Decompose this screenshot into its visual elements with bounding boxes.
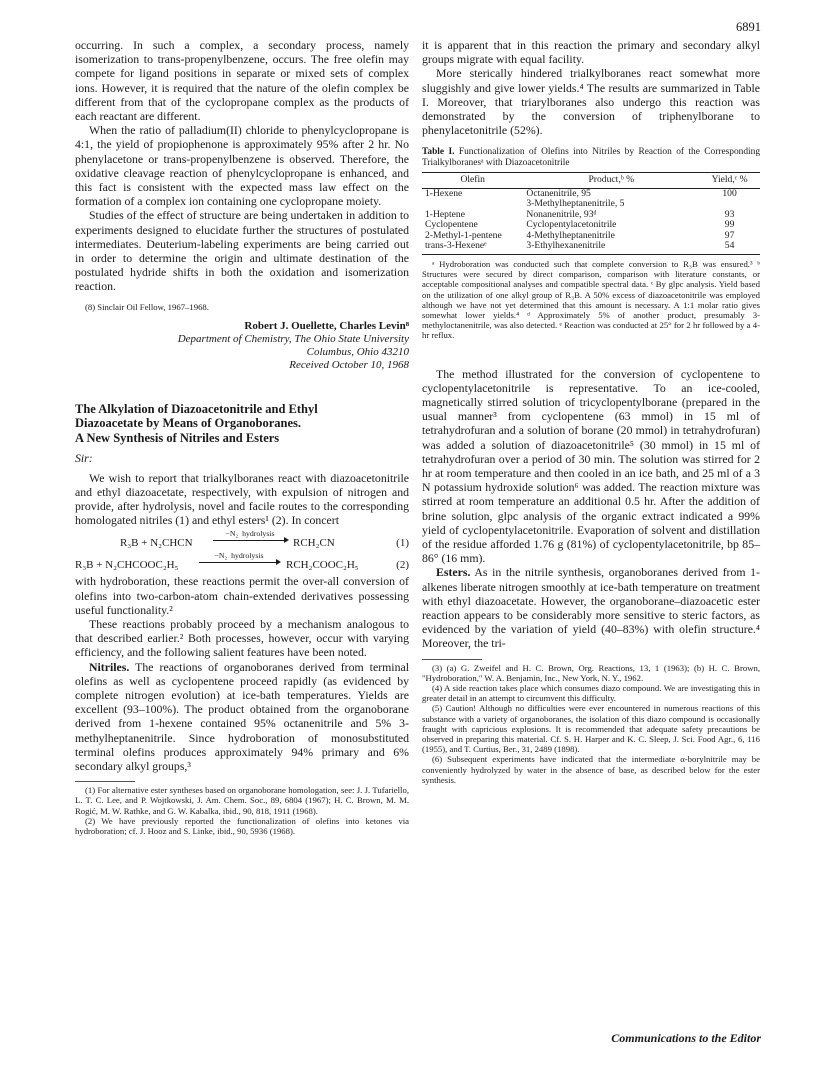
- footnote-4: (4) A side reaction takes place which consumes diazo compound. We are investigating this in greater detail in an attempt to circumvent this difficulty.: [422, 683, 760, 704]
- column-header: Product,ᵇ %: [523, 173, 699, 189]
- title-line-1: The Alkylation of Diazoacetonitrile and Ethyl: [75, 401, 318, 416]
- paragraph: Studies of the effect of structure are being undertaken in addition to experiments designed to elucidate further the structures of postulated intermediates. Deuterium-labeling experiments are being carried out in order to determine the origin and ultimate destination of the postulated hydride shifts in both the oxidation and isomerization reaction.: [75, 208, 409, 294]
- equation-2-product: RCH₂COOC₂H₅: [286, 559, 359, 572]
- section-head-esters: Esters.: [436, 565, 471, 580]
- footnotes: [422, 663, 760, 785]
- arrow-label-n2: −N₂: [225, 529, 239, 539]
- equation-1: [75, 530, 409, 549]
- arrow-label-hydrolysis: hydrolysis: [231, 551, 264, 561]
- footnote-divider: [422, 659, 482, 660]
- table-1: [422, 147, 760, 340]
- department-line-2: Columbus, Ohio 43210: [306, 345, 409, 358]
- footnote-divider: [75, 781, 135, 782]
- footnote-6: (6) Subsequent experiments have indicated that the intermediate α-borylnitrile may be conveniently hydrolyzed by water in the absence of base, as described below for the ester synthesis.: [422, 754, 760, 785]
- table-row: 2-Methyl-1-pentene 4-Methylheptanenitrile 97: [425, 229, 735, 241]
- footnote-3: (3) (a) G. Zweifel and H. C. Brown, Org. Reactions, 13, 1 (1963); (b) H. C. Brown, "Hydroboration," W. A. Benjamin, Inc., New York, N. Y., 1962.: [422, 662, 760, 683]
- column-header: Yield,ᶜ %: [699, 173, 760, 189]
- footnotes: [75, 785, 409, 836]
- page-number: 6891: [736, 20, 761, 34]
- section-head-nitriles: Nitriles.: [89, 659, 130, 674]
- department-line-1: Department of Chemistry, The Ohio State University: [177, 332, 409, 345]
- equation-1-number: (1): [396, 537, 409, 550]
- footnote-2: (2) We have previously reported the functionalization of olefins into ketones via hydroboration; cf. J. Hooz and S. Linke, ibid., 90, 5936 (1968).: [75, 815, 409, 837]
- received-date: Received October 10, 1968: [289, 358, 409, 371]
- table-row: Cyclopentene Cyclopentylacetonitrile 99: [425, 219, 735, 231]
- table-row: 3-Methylheptanenitrile, 5: [526, 198, 625, 210]
- equation-2-number: (2): [396, 559, 409, 572]
- paragraph: More sterically hindered trialkylboranes react somewhat more sluggishly and give lower yields.⁴ The results are summarized in Table I. Moreover, that triarylboranes also undergo this reaction was demonstrated by the conversion of triphenylborane to phenylacetonitrile (52%).: [422, 66, 760, 138]
- equation-1-product: RCH₂CN: [293, 537, 335, 550]
- paragraph: occurring. In such a complex, a secondary process, namely isomerization to trans-propenylbenzene, occurs. The free olefin may compete for ligand positions in separate or mixed sets of complex ions. However, it is required that the nature of the olefin complex be different from that of the cyclopropane complex as the products of each reactant are different.: [75, 38, 409, 124]
- footnote-8-block: [75, 302, 409, 312]
- authors: Robert J. Ouellette, Charles Levin⁸: [244, 319, 409, 332]
- paragraph-esters: Esters. As in the nitrile synthesis, organoboranes derived from 1-alkenes liberate nitrogen smoothly at ice-bath temperature on treatment with ethyl diazoacetate. However, the organoborane–diazoacetic ester reaction appears to be considerably more sensitive to steric factors, as evidenced by the variation of yield (40–83%) with olefin structure.⁴ Moreover, the tri-: [422, 565, 760, 651]
- paragraph: We wish to report that trialkylboranes react with diazoacetonitrile and ethyl diazoacetate, respectively, with expulsion of nitrogen and provide, after hydrolysis, novel and facile routes to the corresponding homologated nitriles (1) and ethyl esters¹ (2). In concert: [75, 470, 409, 528]
- table-caption-text: Functionalization of Olefins into Nitriles by Reaction of the Corresponding Trialkylboranesᵃ with Diazoacetonitrile: [422, 147, 761, 169]
- table-row: 1-Hexene Octanenitrile, 95 100: [425, 187, 737, 199]
- table-label: Table I.: [422, 147, 455, 158]
- salutation: Sir:: [75, 451, 93, 466]
- paragraph: When the ratio of palladium(II) chloride to phenylcyclopropane is 4:1, the yield of propiophenone is approximately 95% after 2 hr. No phenylacetone or trans-propenylbenzene is observed. Therefore, the oxidative cleavage reaction of phenylcyclopropane is enhanced, and this fact is consistent with the expected mass law effect on the formation of a complex ion containing one cyclopropane moiety.: [75, 123, 409, 209]
- equation-2: [75, 552, 409, 571]
- right-column: [422, 38, 760, 785]
- signature-block: [75, 320, 409, 372]
- paragraph: it is apparent that in this reaction the primary and secondary alkyl groups migrate with equal facility.: [422, 38, 760, 67]
- results-table: [422, 172, 760, 255]
- table-row: 1-Heptene Nonanenitrile, 93ᵈ 93: [425, 208, 735, 220]
- paragraph: with hydroboration, these reactions permit the over-all conversion of olefins into two-carbon-atom chain-extended derivatives possessing useful functionality.²: [75, 574, 409, 617]
- table-caption: [422, 147, 760, 169]
- paragraph: The method illustrated for the conversion of cyclopentene to cyclopentylacetonitrile is representative. To an ice-cooled, magnetically stirred solution of tricyclopentylborane (prepared in the usual manner³ from cyclopentene (63 mmol) in 15 ml of tetrahydrofuran and a solution of borane (20 mmol) in tetrahydrofuran) was added a solution of diazoacetonitrile⁵ (30 mmol) in 15 ml of tetrahydrofuran over a period of 30 min. The solution was stirred for 2 hr at room temperature and then cooled in an ice bath, and 25 ml of a 3 N potassium hydroxide solution⁶ was added. The reaction mixture was stirred at room temperature an additional 0.5 hr. After the addition of brine solution, glpc analysis of the organic extract indicated a 99% yield of cyclopentylacetonitrile. Evaporation of solvent and distillation of the residue afforded 1.76 g (81%) of cyclopentylacetonitrile, bp 85–86° (16 mm).: [422, 366, 760, 566]
- title-line-3: A New Synthesis of Nitriles and Esters: [75, 430, 280, 445]
- equation-2-reactants: R₃B + N₂CHCOOC₂H₅: [75, 559, 179, 572]
- footnote-5: (5) Caution! Although no difficulties were ever encountered in numerous reactions of this substance with a variety of organoboranes, the isolation of this diazo compound is occasionally fraught with capricious explosions. It is recommended that adequate safety precautions be observed in preparing this material. Cf. S. H. Harper and K. C. Sleep, J. Sci. Food Agr., 6, 116 (1955), and T. Curtius, Ber., 31, 2489 (1898).: [422, 703, 760, 755]
- table-row: trans-3-Hexeneᵉ 3-Ethylhexanenitrile 54: [422, 241, 760, 254]
- arrow-label-n2: −N₂: [214, 551, 228, 561]
- table-footnotes: ᵃ Hydroboration was conducted such that complete conversion to R₃B was ensured.³ ᵇ Structures were secured by direct comparison, comparison with literature constants, or acceptable compositional analyses and compatible spectral data. ᶜ By glpc analysis. Yield based on the utilization of one alkyl group of R₃B. A 50% excess of diazoacetonitrile was employed although we have not yet determined that this amount is necessary. A 1:1 molar ratio gives somewhat lower yields.⁴ ᵈ Approximately 5% of another product, presumably 3-methyloctanenitrile, was also detected. ᵉ Reaction was conducted at 25° for 2 hr followed by a 4-hr reflux.: [422, 258, 760, 341]
- column-header: Olefin: [422, 173, 523, 189]
- footnote-1: (1) For alternative ester syntheses based on organoborane homologation, see: J. J. Tufariello, L. T. C. Lee, and P. Wojtkowski, J. Am. Chem. Soc., 89, 6804 (1967); H. C. Brown, M. M. Rogić, M. W. Rathke, and G. W. Kabalka, ibid., 90, 818, 1911 (1968).: [75, 785, 409, 816]
- equation-1-arrow: [213, 530, 287, 541]
- arrow-label-hydrolysis: hydrolysis: [242, 529, 275, 539]
- article-title: [75, 402, 409, 446]
- equation-2-arrow: [199, 552, 279, 563]
- footnote-8: (8) Sinclair Oil Fellow, 1967–1968.: [85, 301, 209, 312]
- paragraph: These reactions probably proceed by a mechanism analogous to that described earlier.² Both processes, however, occur with varying efficiency, and the following salient features have been noted.: [75, 616, 409, 660]
- equation-1-reactants: R₃B + N₂CHCN: [120, 537, 193, 550]
- paragraph-nitriles: Nitriles. The reactions of organoboranes derived from terminal olefins as well as cyclopentene proceed rapidly (as evidenced by complete nitrogen evolution) at ice-bath temperatures. Yields are excellent (93–100%). The product obtained from the organoborane derived from 1-hexene contained 95% octanenitrile and 5% 3-methylheptanenitrile. Since hydroboration of monosubstituted terminal olefins produces approximately 94% primary and 6% secondary alkyl groups,³: [75, 659, 409, 774]
- title-line-2: Diazoacetate by Means of Organoboranes.: [75, 416, 302, 431]
- journal-section-footer: Communications to the Editor: [611, 1031, 761, 1045]
- left-column: [75, 38, 409, 836]
